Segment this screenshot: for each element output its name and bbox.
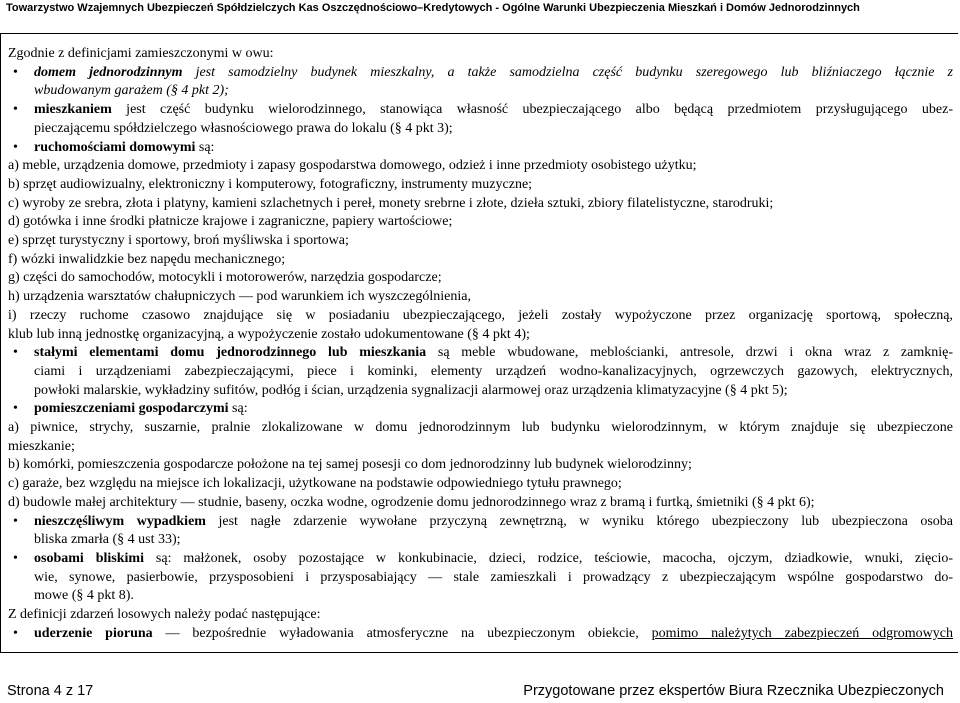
intro-text: Zgodnie z definicjami zamieszczonymi w owu: — [8, 46, 274, 61]
list-item: e) sprzęt turystyczny i sportowy, broń myśliwska i sportowa; — [8, 233, 349, 249]
document-header: Towarzystwo Wzajemnych Ubezpieczeń Spółdzielczych Kas Oszczędnościowo–Kredytowych - Ogólne Warunki Ubezpieczenia Mieszkań i Domów Jednorodzinnych — [6, 2, 860, 14]
list-item: h) urządzenia warsztatów chałupniczych — pod warunkiem ich wyszczególnienia, — [8, 289, 471, 305]
list-item: d) budowle małej architektury — studnie, baseny, oczka wodne, ogrodzenie domu jednorodzinnego wraz z bramą i furtką, śmietniki (§ 4 pkt 6); — [8, 494, 815, 510]
zdarzenia-intro: Z definicji zdarzeń losowych należy podać następujące: — [8, 607, 321, 623]
bullet-icon: • — [13, 345, 18, 361]
list-item: c) wyroby ze srebra, złota i platyny, kamieni szlachetnych i pereł, monety srebrne i złote, dzieła sztuki, zbiory filatelistyczne, starodruki; — [8, 195, 774, 211]
definition-osobami-cont: wie, synowe, pasierbowie, przysposobieni i przysposabiający — stale zamieszkali i prowadzący z ubezpieczającym wspólne gospodarstwo do- — [34, 569, 953, 585]
page-number: Strona 4 z 17 — [7, 683, 94, 699]
definition-nieszczesliwym-cont: bliska zmarła (§ 4 ust 33); — [34, 532, 181, 548]
bullet-icon: • — [13, 64, 18, 80]
list-item: b) sprzęt audiowizualny, elektroniczny i komputerowy, fotograficzny, instrumenty muzyczne; — [8, 176, 533, 192]
term-pomieszczeniami: pomieszczeniami gospodarczymi — [34, 401, 229, 417]
document-body — [8, 45, 953, 644]
term-osobami: osobami bliskimi — [34, 550, 144, 566]
definition-domem: • domem jednorodzinnym jest samodzielny budynek mieszkalny, a także samodzielna część budynku szeregowego lub bliźniaczego łącznie z — [8, 64, 953, 83]
bullet-icon: • — [13, 550, 18, 566]
list-item: a) piwnice, strychy, suszarnie, pralnie zlokalizowane w domu jednorodzinnym lub budynku wielorodzinnym, w którym znajduje się ubezpieczone — [8, 420, 953, 436]
bullet-icon: • — [13, 513, 18, 529]
term-mieszkaniem: mieszkaniem — [34, 102, 112, 118]
definition-mieszkaniem: • mieszkaniem jest część budynku wielorodzinnego, stanowiąca własność ubezpieczającego albo będącą przedmiotem przysługującego ubez- — [8, 101, 953, 120]
definition-mieszkaniem-cont: pieczającemu spółdzielczego własnościowego prawa do lokalu (§ 4 pkt 3); — [34, 120, 453, 136]
definition-nieszczesliwym: • nieszczęśliwym wypadkiem jest nagłe zdarzenie wywołane przyczyną zewnętrzną, w wyniku którego ubezpieczony lub ubezpieczona osoba — [8, 513, 953, 532]
list-item: i) rzeczy ruchome czasowo znajdujące się w posiadaniu ubezpieczającego, jeżeli zostały wypożyczone przez organizację sportową, społeczną, — [8, 307, 953, 323]
bullet-icon: • — [13, 102, 18, 118]
definition-osobami-cont: mowe (§ 4 pkt 8). — [34, 588, 134, 604]
bullet-icon: • — [13, 139, 18, 155]
footer-credit: Przygotowane przez ekspertów Biura Rzecznika Ubezpieczonych — [523, 683, 944, 699]
definition-domem-cont: wbudowanym garażem (§ 4 pkt 2); — [34, 83, 229, 99]
list-item: b) komórki, pomieszczenia gospodarcze położone na tej samej posesji co dom jednorodzinny lub budynek wielorodzinny; — [8, 457, 692, 473]
list-item-cont: klub lub inną jednostkę organizacyjną, a wypożyczenie zostało udokumentowane (§ 4 pkt 4); — [8, 326, 530, 342]
list-item-cont: mieszkanie; — [8, 438, 75, 454]
definition-stalymi: • stałymi elementami domu jednorodzinnego lub mieszkania są meble wbudowane, meblościanki, antresole, drzwi i okna wraz z zamknię- — [8, 344, 953, 363]
term-nieszczesliwym: nieszczęśliwym wypadkiem — [34, 513, 206, 529]
term-ruchomosciami: ruchomościami domowymi — [34, 139, 196, 155]
list-item: f) wózki inwalidzkie bez napędu mechanicznego; — [8, 251, 286, 267]
bullet-icon: • — [13, 401, 18, 417]
definition-uderzenie: • uderzenie pioruna — bezpośrednie wyładowania atmosferyczne na ubezpieczonym obiekcie, pomimo należytych zabezpieczeń odgromowych — [8, 625, 953, 644]
term-uderzenie: uderzenie pioruna — [34, 625, 153, 641]
list-item: g) części do samochodów, motocykli i motorowerów, narzędzia gospodarcze; — [8, 270, 442, 286]
list-item: c) garaże, bez względu na miejsce ich lokalizacji, użytkowane na podstawie odpowiedniego tytułu prawnego; — [8, 476, 622, 492]
bullet-icon: • — [13, 625, 18, 641]
definition-pomieszczeniami: • pomieszczeniami gospodarczymi są: — [8, 400, 953, 419]
definition-ruchomosciami: • ruchomościami domowymi są: — [8, 139, 953, 158]
definition-osobami: • osobami bliskimi są: małżonek, osoby pozostające w konkubinacie, dzieci, rodzice, teściowie, macocha, ojczym, dziadkowie, wnuki, zięcio- — [8, 550, 953, 569]
definition-stalymi-cont: ciami i urządzeniami zabezpieczającymi, piece i kominki, elementy urządzeń wodno-kanalizacyjnych, ogrzewczych gazowych, elektrycznych, — [34, 363, 953, 379]
list-item: d) gotówka i inne środki płatnicze krajowe i zagraniczne, papiery wartościowe; — [8, 214, 453, 230]
document-frame — [0, 33, 958, 653]
term-stalymi: stałymi elementami domu jednorodzinnego lub mieszkania — [34, 345, 427, 361]
list-item: a) meble, urządzenia domowe, przedmioty i zapasy gospodarstwa domowego, odzież i inne przedmioty osobistego użytku; — [8, 158, 697, 174]
term-domem: domem jednorodzinnym — [34, 64, 183, 80]
definition-stalymi-cont: powłoki malarskie, wykładziny sufitów, podłóg i ścian, urządzenia sygnalizacji alarmowej oraz urządzenia klimatyzacyjne (§ 4 pkt 5); — [34, 382, 788, 398]
